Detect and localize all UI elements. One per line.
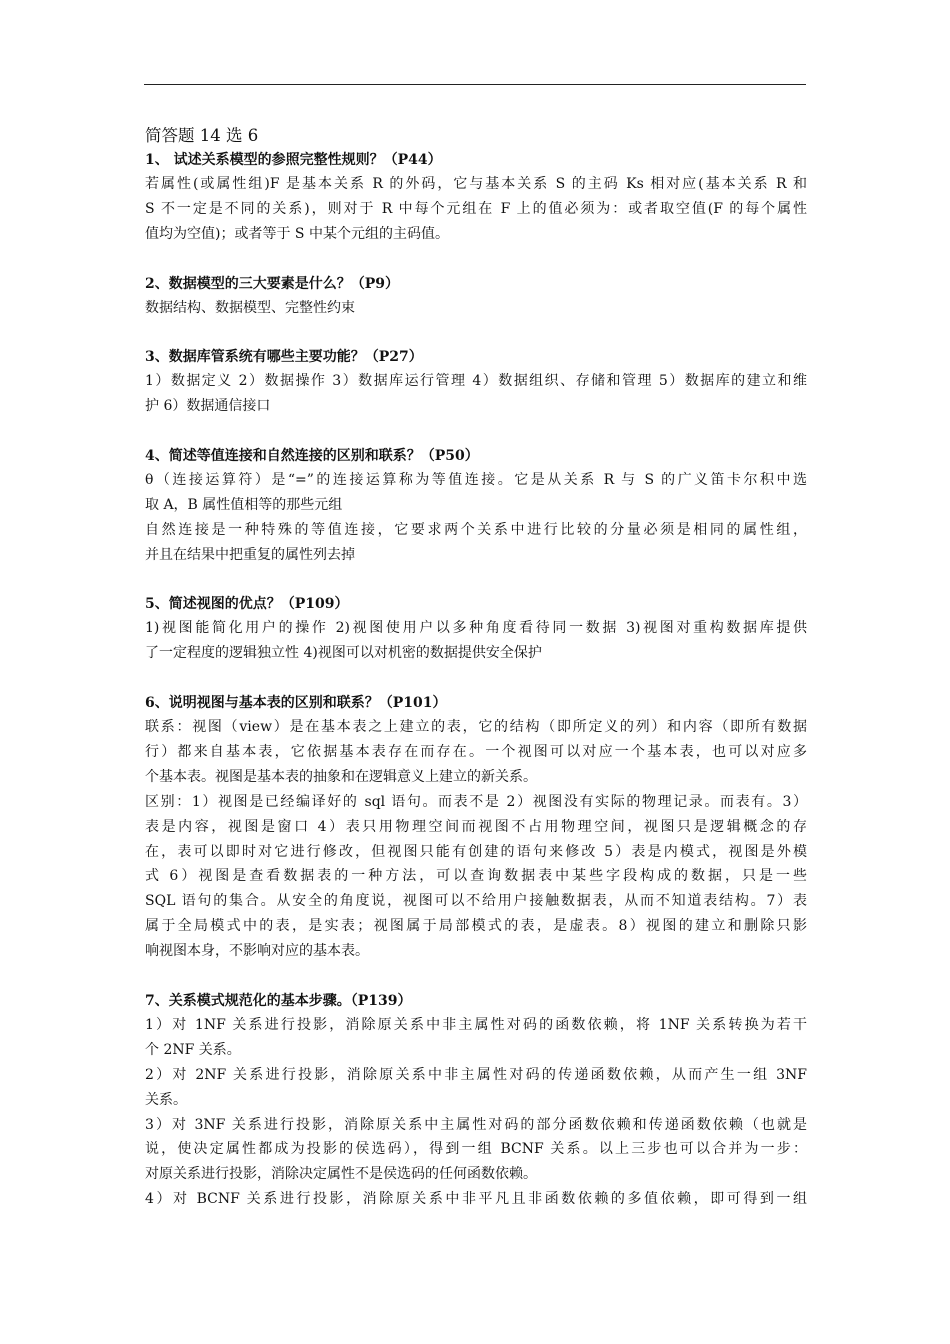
answer-4-line-1: θ（连接运算符）是“=”的连接运算称为等值连接。它是从关系 R 与 S 的广义笛卡尔积中选 [145,472,807,489]
question-6-heading: 6、说明视图与基本表的区别和联系？（P101） [145,695,447,712]
answer-5-line-2: 了一定程度的逻辑独立性 4)视图可以对机密的数据提供安全保护 [145,645,542,662]
answer-7-line-8: 4）对 BCNF 关系进行投影，消除原关系中非平凡且非函数依赖的多值依赖，即可得到一组 [145,1191,807,1208]
answer-4-line-4: 并且在结果中把重复的属性列去掉 [145,546,355,563]
answer-7-line-2: 个 2NF 关系。 [145,1041,241,1058]
answer-6-line-5: 表是内容，视图是窗口 4）表只用物理空间而视图不占用物理空间，视图只是逻辑概念的存 [145,818,807,835]
answer-7-line-4: 关系。 [145,1091,187,1108]
answer-7-line-6: 说，使决定属性都成为投影的侯选码），得到一组 BCNF 关系。以上三步也可以合并为一步： [145,1141,807,1158]
answer-4-line-3: 自然连接是一种特殊的等值连接，它要求两个关系中进行比较的分量必须是相同的属性组， [145,521,807,538]
answer-4-line-2: 取 A，B 属性值相等的那些元组 [145,496,343,513]
paragraph-gap [145,247,807,272]
answer-6-line-7: 式 6）视图是查看数据表的一种方法，可以查询数据表中某些字段构成的数据，只是一些 [145,868,807,885]
document-title: 简答题 14 选 6 [145,126,259,145]
paragraph-gap [145,568,807,593]
answer-2-line-1: 数据结构、数据模型、完整性约束 [145,299,355,316]
paragraph-gap [145,320,807,345]
answer-3-line-2: 护 6）数据通信接口 [145,398,271,415]
document-body [145,124,807,1212]
answer-1-line-3: 值均为空值)；或者等于 S 中某个元组的主码值。 [145,225,449,242]
answer-6-line-10: 响视图本身，不影响对应的基本表。 [145,943,369,960]
question-3-heading: 3、数据库管系统有哪些主要功能？（P27） [145,349,423,366]
answer-6-line-1: 联系：视图（view）是在基本表之上建立的表，它的结构（即所定义的列）和内容（即所有数据 [145,719,807,736]
paragraph-gap [145,964,807,989]
answer-7-line-7: 对原关系进行投影，消除决定属性不是侯选码的任何函数依赖。 [145,1166,537,1183]
question-2-heading: 2、数据模型的三大要素是什么？（P9） [145,275,400,292]
question-4-heading: 4、简述等值连接和自然连接的区别和联系？（P50） [145,448,479,465]
answer-1-line-1: 若属性(或属性组)F 是基本关系 R 的外码，它与基本关系 S 的主码 Ks 相对应(基本关系 R 和 [145,176,807,192]
answer-5-line-1: 1)视图能简化用户的操作 2)视图使用户以多种角度看待同一数据 3)视图对重构数据库提供 [145,620,807,637]
answer-7-line-1: 1）对 1NF 关系进行投影，消除原关系中非主属性对码的函数依赖，将 1NF 关系转换为若干 [145,1016,807,1033]
answer-6-line-9: 属于全局模式中的表，是实表；视图属于局部模式的表，是虚表。8）视图的建立和删除只影 [145,918,807,935]
answer-1-line-2: S 不一定是不同的关系)，则对于 R 中每个元组在 F 上的值必须为：或者取空值(F 的每个属性 [145,200,807,217]
answer-6-line-6: 在，表可以即时对它进行修改，但视图只能有创建的语句来修改 5）表是内模式，视图是外模 [145,843,807,860]
answer-6-line-8: SQL 语句的集合。从安全的角度说，视图可以不给用户接触数据表，从而不知道表结构。7）表 [145,893,807,910]
paragraph-gap [145,666,807,691]
question-7-heading: 7、关系模式规范化的基本步骤。（P139） [145,992,412,1009]
answer-3-line-1: 1）数据定义 2）数据操作 3）数据库运行管理 4）数据组织、存储和管理 5）数据库的建立和维 [145,373,807,390]
answer-6-line-4: 区别：1）视图是已经编译好的 sql 语句。而表不是 2）视图没有实际的物理记录。而表有。3） [145,793,807,810]
question-5-heading: 5、简述视图的优点？（P109） [145,596,349,613]
paragraph-gap [145,419,807,444]
answer-7-line-3: 2）对 2NF 关系进行投影，消除原关系中非主属性对码的传递函数依赖，从而产生一组 3NF [145,1066,807,1083]
question-1-heading: 1、 试述关系模型的参照完整性规则？（P44） [145,152,442,168]
answer-6-line-3: 个基本表。视图是基本表的抽象和在逻辑意义上建立的新关系。 [145,768,537,785]
answer-6-line-2: 行）都来自基本表，它依据基本表存在而存在。一个视图可以对应一个基本表，也可以对应多 [145,744,807,761]
answer-7-line-5: 3）对 3NF 关系进行投影，消除原关系中主属性对码的部分函数依赖和传递函数依赖（也就是 [145,1116,807,1133]
header-rule [144,84,806,85]
